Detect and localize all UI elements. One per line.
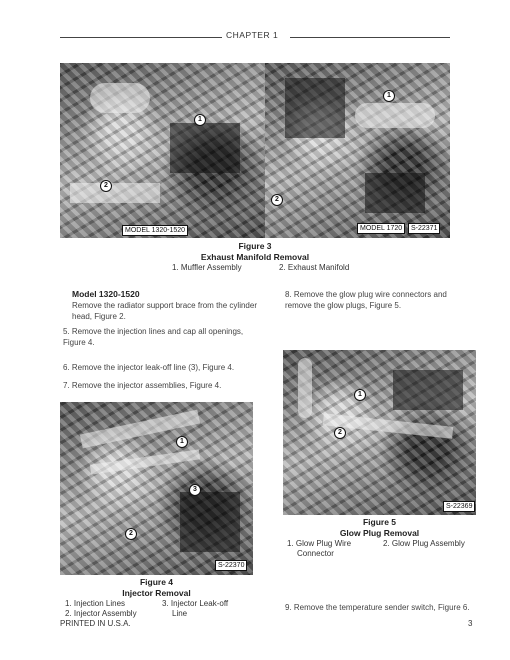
step-6: 6. Remove the injector leak-off line (3), Figure 4. [63, 363, 235, 372]
figure3-left-photo [60, 63, 265, 238]
step-radiator-brace: Remove the radiator support brace from the cylinder head, Figure 2. [72, 301, 257, 321]
figure4-callout-1: 1 [176, 436, 188, 448]
figure3-left-model-label: MODEL 1320-1520 [122, 225, 188, 236]
figure4-legend-3b: Line [172, 609, 188, 618]
figure5-photo-code: S-22369 [443, 501, 475, 512]
figure3-legend-2: 2. Exhaust Manifold [279, 263, 350, 272]
figure4-legend-2: 2. Injector Assembly [65, 609, 137, 618]
figure5-callout-1: 1 [354, 389, 366, 401]
figure3-subtitle: Exhaust Manifold Removal [200, 252, 310, 262]
figure5-title: Figure 5 [362, 517, 397, 527]
figure5-callout-2: 2 [334, 427, 346, 439]
figure5-legend-1b: Connector [297, 549, 334, 558]
footer-printed: PRINTED IN U.S.A. [60, 619, 131, 628]
figure4-title: Figure 4 [139, 577, 174, 587]
step-5: 5. Remove the injection lines and cap all openings, Figure 4. [63, 327, 244, 347]
figure4-photo [60, 402, 253, 575]
figure5-legend-1a: 1. Glow Plug Wire [287, 539, 352, 548]
header-rule-left [60, 37, 222, 38]
page-number: 3 [468, 619, 473, 628]
step-7: 7. Remove the injector assemblies, Figure 4. [63, 381, 222, 390]
chapter-title: CHAPTER 1 [226, 30, 279, 40]
figure3-callout-1: 1 [194, 114, 206, 126]
figure3-right-model-label: MODEL 1720 [357, 223, 405, 234]
figure3-callout-2: 2 [100, 180, 112, 192]
header-rule-right [290, 37, 450, 38]
figure3-right-callout-1: 1 [383, 90, 395, 102]
figure4-photo-code: S-22370 [215, 560, 247, 571]
figure5-photo [283, 350, 476, 515]
figure5-legend-2: 2. Glow Plug Assembly [383, 539, 465, 548]
figure4-callout-2: 2 [125, 528, 137, 540]
figure4-subtitle: Injector Removal [122, 588, 191, 598]
step-9: 9. Remove the temperature sender switch, Figure 6. [285, 603, 470, 612]
figure4-legend-3a: 3. Injector Leak-off [162, 599, 229, 608]
figure3-title: Figure 3 [238, 241, 272, 251]
figure3-legend-1: 1. Muffler Assembly [172, 263, 242, 272]
figure3-photo-code: S-22371 [408, 223, 440, 234]
figure4-legend-1: 1. Injection Lines [65, 599, 126, 608]
figure3-right-photo [265, 63, 450, 238]
step-8: 8. Remove the glow plug wire connectors and remove the glow plugs, Figure 5. [285, 290, 447, 310]
figure3-right-callout-2: 2 [271, 194, 283, 206]
figure4-callout-3: 3 [189, 484, 201, 496]
figure5-subtitle: Glow Plug Removal [339, 528, 420, 538]
section-heading: Model 1320-1520 [72, 289, 140, 299]
